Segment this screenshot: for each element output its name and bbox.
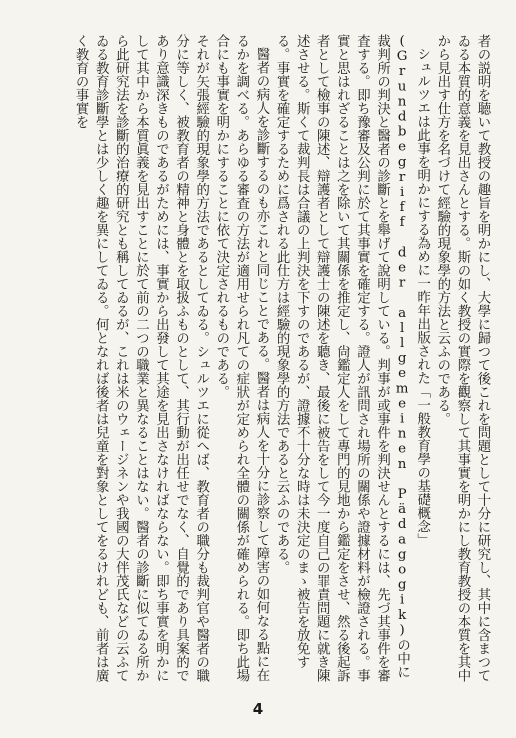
paragraph: 者の説明を聴いて教授の趣旨を明かにし、大學に歸つて後これを問題として十分に研究し、其中に含まつてゐる本質的意義を見出さんとする。斯の如く教授の實際を觀察して其事實を明かにし教育教授の本質を其中から見出す仕方を名づけて經驗的現象學的方法と云ふのである。 xyxy=(434,34,490,682)
paragraph: シュルツエは此事を明かにする為めに一昨年出版された「一般教育學の基礎概念」(Grundbegriff der allgemeinen Pädagogik)の中に裁判所の判決と醫者の診斷とを舉げて說明している。判事が或事件を判決せんとするには、先づ其事件を審査する。即ち豫審及公判に於て其事實を確定する。證人が訊問され場所の關係や證據材料が檢證される。事實と思はれざることは之を除いて其關係を推定し、尙鑑定人をして專門的見地から鑑定をさせ、然る後起訴者として檢事の陳述、辯護者として辯護士の陳述を聽き、最後に被告をして今一度自己の罪責問題に就き陳述させる。斯くて裁判長は合議の上判決を下すのであるが、證據不十分な時は未決定のまゝ被告を放免する。事實を確定するために爲される此仕方は經驗的現象學的方法であると云ふのである。 xyxy=(274,34,430,682)
paragraph: それが矢張經驗的現象學的方法であるとしてゐる。シュルツエに從へば、教育者の職分も裁判官や醫者の職分に等しく、被教育者の精神と身體とを取扱ふものとして、其行動が出任せでなく、自覺的であり具案的であり意識深きものであるがためには、事實から出發して其途を見出さなければならない。即ち事實を明かにして其中から本質眞義を見出すことに於て前の二つの職業と異なることはない。醫者の診斷に似てゐる所から此研究法を診斷的治療的研究とも稱してゐるが、これは米のウェージネンや我國の大伴茂氏などの云ふてゐる教育診斷學とは少しく趣を異にしてゐる。何となれば後者は兒童を對象としてをるけれども、前者は廣く教育の事實を xyxy=(73,34,209,682)
page-number: 4 xyxy=(252,700,264,718)
body-text xyxy=(24,34,492,686)
paragraph: 醫者の病人を診斷するのも亦これと同じことである。醫者は病人を十分に診察して障害の如何なる點に在るかを調べる。あらゆる審査の方法が適用せられ凡ての症狀が定められ全體の關係が確められる。即ち此場合にも事實を明かにすることに依て決定されるものである。 xyxy=(213,34,269,682)
